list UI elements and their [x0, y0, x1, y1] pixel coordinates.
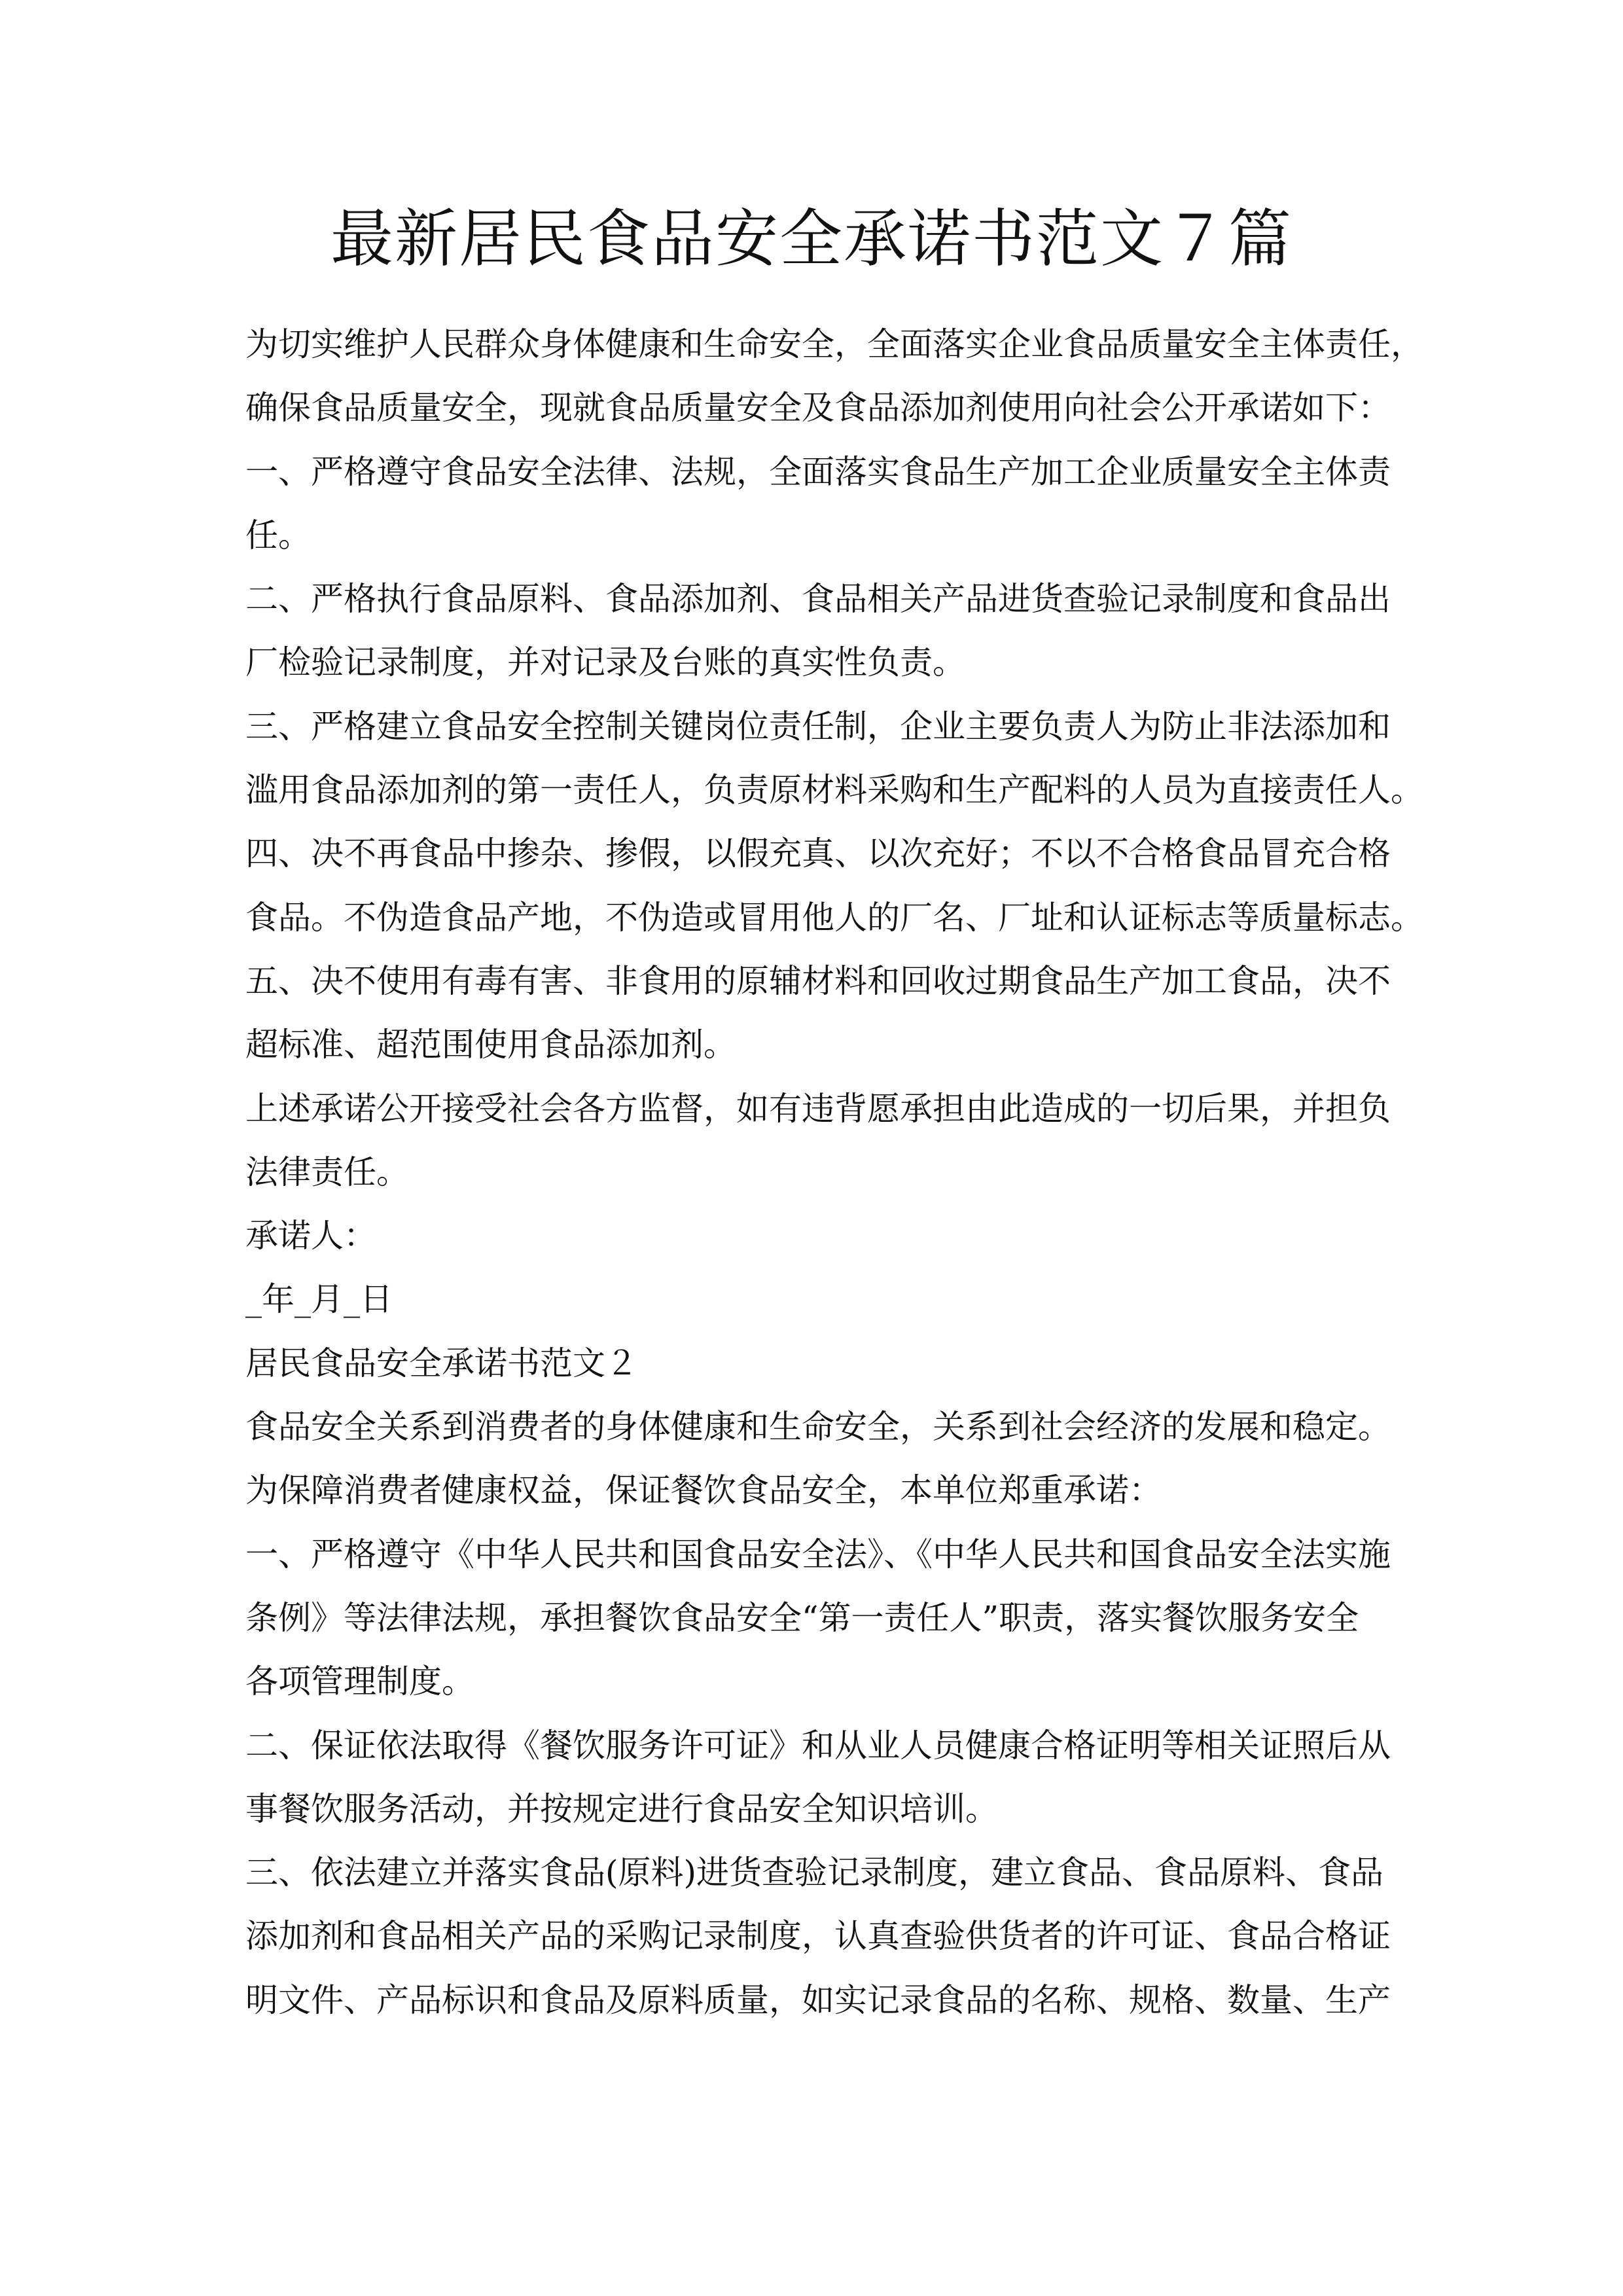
- body-line: 食品安全关系到消费者的身体健康和生命安全，关系到社会经济的发展和稳定。: [245, 1408, 1391, 1446]
- body-line: 为保障消费者健康权益，保证餐饮食品安全，本单位郑重承诺：: [245, 1471, 1162, 1510]
- document-title: 最新居民食品安全承诺书范文７篇: [330, 202, 1293, 276]
- section-heading: 居民食品安全承诺书范文２: [245, 1344, 638, 1382]
- signatory-label: 承诺人：: [245, 1217, 376, 1255]
- body-line: 明文件、产品标识和食品及原料质量，如实记录食品的名称、规格、数量、生产: [245, 1981, 1391, 2019]
- body-line: 厂检验记录制度，并对记录及台账的真实性负责。: [245, 643, 965, 682]
- body-line: 确保食品质量安全，现就食品质量安全及食品添加剂使用向社会公开承诺如下：: [245, 389, 1391, 427]
- body-line: 条例》等法律法规，承担餐饮食品安全“第一责任人”职责，落实餐饮服务安全: [245, 1598, 1359, 1637]
- document-body: [245, 313, 1423, 2032]
- body-line: 三、依法建立并落实食品(原料)进货查验记录制度，建立食品、食品原料、食品: [245, 1854, 1384, 1892]
- body-line: 各项管理制度。: [245, 1662, 474, 1701]
- body-line: 添加剂和食品相关产品的采购记录制度，认真查验供货者的许可证、食品合格证: [245, 1917, 1391, 1956]
- body-line: 法律责任。: [245, 1153, 409, 1191]
- body-line: 四、决不再食品中掺杂、掺假，以假充真、以次充好；不以不合格食品冒充合格: [245, 834, 1391, 873]
- body-line: 上述承诺公开接受社会各方监督，如有违背愿承担由此造成的一切后果，并担负: [245, 1089, 1391, 1128]
- body-line: 一、严格遵守《中华人民共和国食品安全法》、《中华人民共和国食品安全法实施: [245, 1535, 1391, 1573]
- body-line: 一、严格遵守食品安全法律、法规，全面落实食品生产加工企业质量安全主体责: [245, 452, 1391, 491]
- body-line: 任。: [245, 516, 311, 554]
- body-line: 事餐饮服务活动，并按规定进行食品安全知识培训。: [245, 1789, 998, 1828]
- body-line: 为切实维护人民群众身体健康和生命安全，全面落实企业食品质量安全主体责任，: [245, 325, 1423, 363]
- body-line: 二、保证依法取得《餐饮服务许可证》和从业人员健康合格证明等相关证照后从: [245, 1726, 1391, 1765]
- body-line: 三、严格建立食品安全控制关键岗位责任制，企业主要负责人为防止非法添加和: [245, 707, 1391, 745]
- body-line: 滥用食品添加剂的第一责任人，负责原材料采购和生产配料的人员为直接责任人。: [245, 771, 1423, 810]
- body-line: 五、决不使用有毒有害、非食用的原辅材料和回收过期食品生产加工食品，决不: [245, 961, 1391, 1000]
- body-line: 超标准、超范围使用食品添加剂。: [245, 1026, 736, 1064]
- date-placeholder: _年_月_日: [245, 1280, 393, 1319]
- body-line: 二、严格执行食品原料、食品添加剂、食品相关产品进货查验记录制度和食品出: [245, 580, 1391, 619]
- body-line: 食品。不伪造食品产地，不伪造或冒用他人的厂名、厂址和认证标志等质量标志。: [245, 898, 1423, 937]
